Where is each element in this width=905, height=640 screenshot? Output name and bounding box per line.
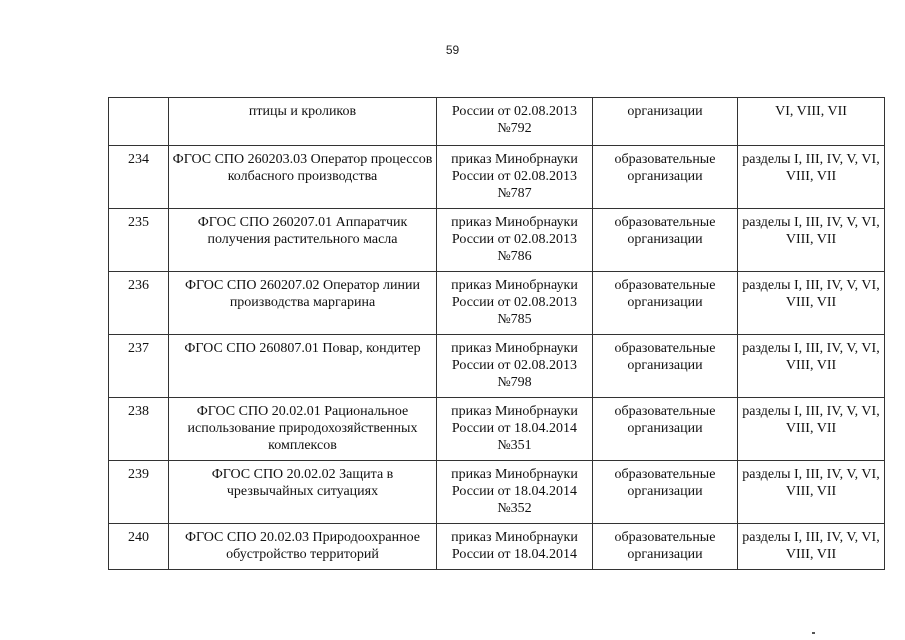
document-cell: России от 02.08.2013 №792 [437, 98, 593, 146]
subject-cell: образовательные организации [593, 209, 738, 272]
sections-cell: разделы I, III, IV, V, VI, VIII, VII [738, 461, 885, 524]
table-row [109, 335, 885, 398]
standard-cell: ФГОС СПО 260207.01 Аппаратчик получения растительного масла [169, 209, 437, 272]
row-number-cell: 239 [109, 461, 169, 524]
sections-cell: разделы I, III, IV, V, VI, VIII, VII [738, 335, 885, 398]
sections-cell: разделы I, III, IV, V, VI, VIII, VII [738, 524, 885, 570]
subject-cell: образовательные организации [593, 524, 738, 570]
standard-cell: птицы и кроликов [169, 98, 437, 146]
document-cell: приказ Минобрнауки России от 18.04.2014 №351 [437, 398, 593, 461]
sections-cell: разделы I, III, IV, V, VI, VIII, VII [738, 272, 885, 335]
document-cell: приказ Минобрнауки России от 02.08.2013 №786 [437, 209, 593, 272]
row-number-cell: 236 [109, 272, 169, 335]
subject-cell: образовательные организации [593, 335, 738, 398]
row-number-cell: 240 [109, 524, 169, 570]
table-row [109, 524, 885, 570]
sections-cell: VI, VIII, VII [738, 98, 885, 146]
row-number-cell: 237 [109, 335, 169, 398]
sections-cell: разделы I, III, IV, V, VI, VIII, VII [738, 209, 885, 272]
sections-cell: разделы I, III, IV, V, VI, VIII, VII [738, 398, 885, 461]
subject-cell: организации [593, 98, 738, 146]
row-number-cell [109, 98, 169, 146]
standard-cell: ФГОС СПО 20.02.02 Защита в чрезвычайных ситуациях [169, 461, 437, 524]
standard-cell: ФГОС СПО 20.02.03 Природоохранное обустройство территорий [169, 524, 437, 570]
sections-cell: разделы I, III, IV, V, VI, VIII, VII [738, 146, 885, 209]
document-cell: приказ Минобрнауки России от 18.04.2014 [437, 524, 593, 570]
document-cell: приказ Минобрнауки России от 02.08.2013 №798 [437, 335, 593, 398]
document-cell: приказ Минобрнауки России от 02.08.2013 №787 [437, 146, 593, 209]
document-cell: приказ Минобрнауки России от 18.04.2014 №352 [437, 461, 593, 524]
table-row [109, 146, 885, 209]
regulation-table [108, 97, 885, 570]
subject-cell: образовательные организации [593, 272, 738, 335]
standard-cell: ФГОС СПО 20.02.01 Рациональное использование природохозяйственных комплексов [169, 398, 437, 461]
table-row [109, 461, 885, 524]
standard-cell: ФГОС СПО 260807.01 Повар, кондитер [169, 335, 437, 398]
standard-cell: ФГОС СПО 260207.02 Оператор линии производства маргарина [169, 272, 437, 335]
page-number: 59 [445, 43, 460, 57]
table-row [109, 209, 885, 272]
standard-cell: ФГОС СПО 260203.03 Оператор процессов колбасного производства [169, 146, 437, 209]
subject-cell: образовательные организации [593, 146, 738, 209]
row-number-cell: 238 [109, 398, 169, 461]
subject-cell: образовательные организации [593, 398, 738, 461]
scan-speck [812, 632, 815, 634]
row-number-cell: 234 [109, 146, 169, 209]
subject-cell: образовательные организации [593, 461, 738, 524]
table-row [109, 272, 885, 335]
row-number-cell: 235 [109, 209, 169, 272]
table-row [109, 98, 885, 146]
table-row [109, 398, 885, 461]
document-cell: приказ Минобрнауки России от 02.08.2013 №785 [437, 272, 593, 335]
